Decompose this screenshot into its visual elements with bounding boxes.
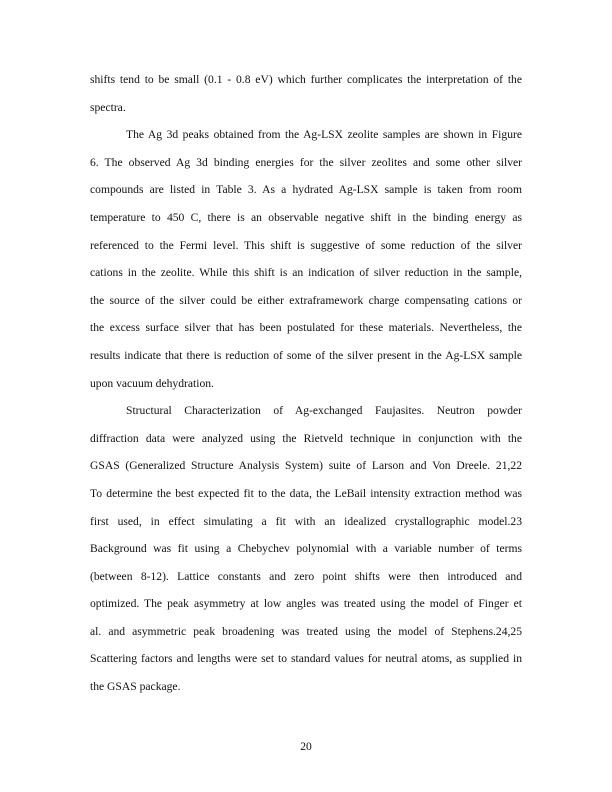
text-line: Background was fit using a Chebychev polynomial with a variable number of terms <box>90 542 522 556</box>
paragraph-2 <box>90 121 522 397</box>
text-line: the excess surface silver that has been postulated for these materials. Nevertheless, the <box>90 321 522 335</box>
text-line: GSAS (Generalized Structure Analysis System) suite of Larson and Von Dreele. 21,22 <box>90 459 522 473</box>
text-line: temperature to 450 C, there is an observable negative shift in the binding energy as <box>90 210 522 224</box>
text-line: the source of the silver could be either extraframework charge compensating cations or <box>90 293 522 307</box>
text-line: Structural Characterization of Ag-exchanged Faujasites. Neutron powder <box>126 404 522 418</box>
text-line: Scattering factors and lengths were set to standard values for neutral atoms, as supplied in <box>90 652 522 666</box>
text-line: first used, in effect simulating a fit with an idealized crystallographic model.23 <box>90 514 522 528</box>
body-text <box>90 66 522 701</box>
text-line: compounds are listed in Table 3. As a hydrated Ag-LSX sample is taken from room <box>90 183 522 197</box>
text-line: The Ag 3d peaks obtained from the Ag-LSX zeolite samples are shown in Figure <box>126 128 522 142</box>
text-line: upon vacuum dehydration. <box>90 376 214 390</box>
text-line: results indicate that there is reduction of some of the silver present in the Ag-LSX sample <box>90 348 522 362</box>
text-line: the GSAS package. <box>90 680 181 694</box>
paragraph-1 <box>90 66 522 121</box>
text-line: al. and asymmetric peak broadening was treated using the model of Stephens.24,25 <box>90 624 522 638</box>
text-line: shifts tend to be small (0.1 - 0.8 eV) which further complicates the interpretation of the <box>90 73 522 86</box>
page-number: 20 <box>300 740 312 753</box>
text-line: To determine the best expected fit to the data, the LeBail intensity extraction method was <box>90 486 522 500</box>
text-line: optimized. The peak asymmetry at low angles was treated using the model of Finger et <box>90 597 522 611</box>
text-line: spectra. <box>90 100 126 114</box>
paragraph-3 <box>90 397 522 701</box>
text-line: 6. The observed Ag 3d binding energies for the silver zeolites and some other silver <box>90 155 522 169</box>
text-line: cations in the zeolite. While this shift is an indication of silver reduction in the sample, <box>90 266 522 280</box>
text-line: referenced to the Fermi level. This shift is suggestive of some reduction of the silver <box>90 238 522 252</box>
text-line: (between 8-12). Lattice constants and zero point shifts were then introduced and <box>90 569 522 583</box>
text-line: diffraction data were analyzed using the Rietveld technique in conjunction with the <box>90 431 522 445</box>
